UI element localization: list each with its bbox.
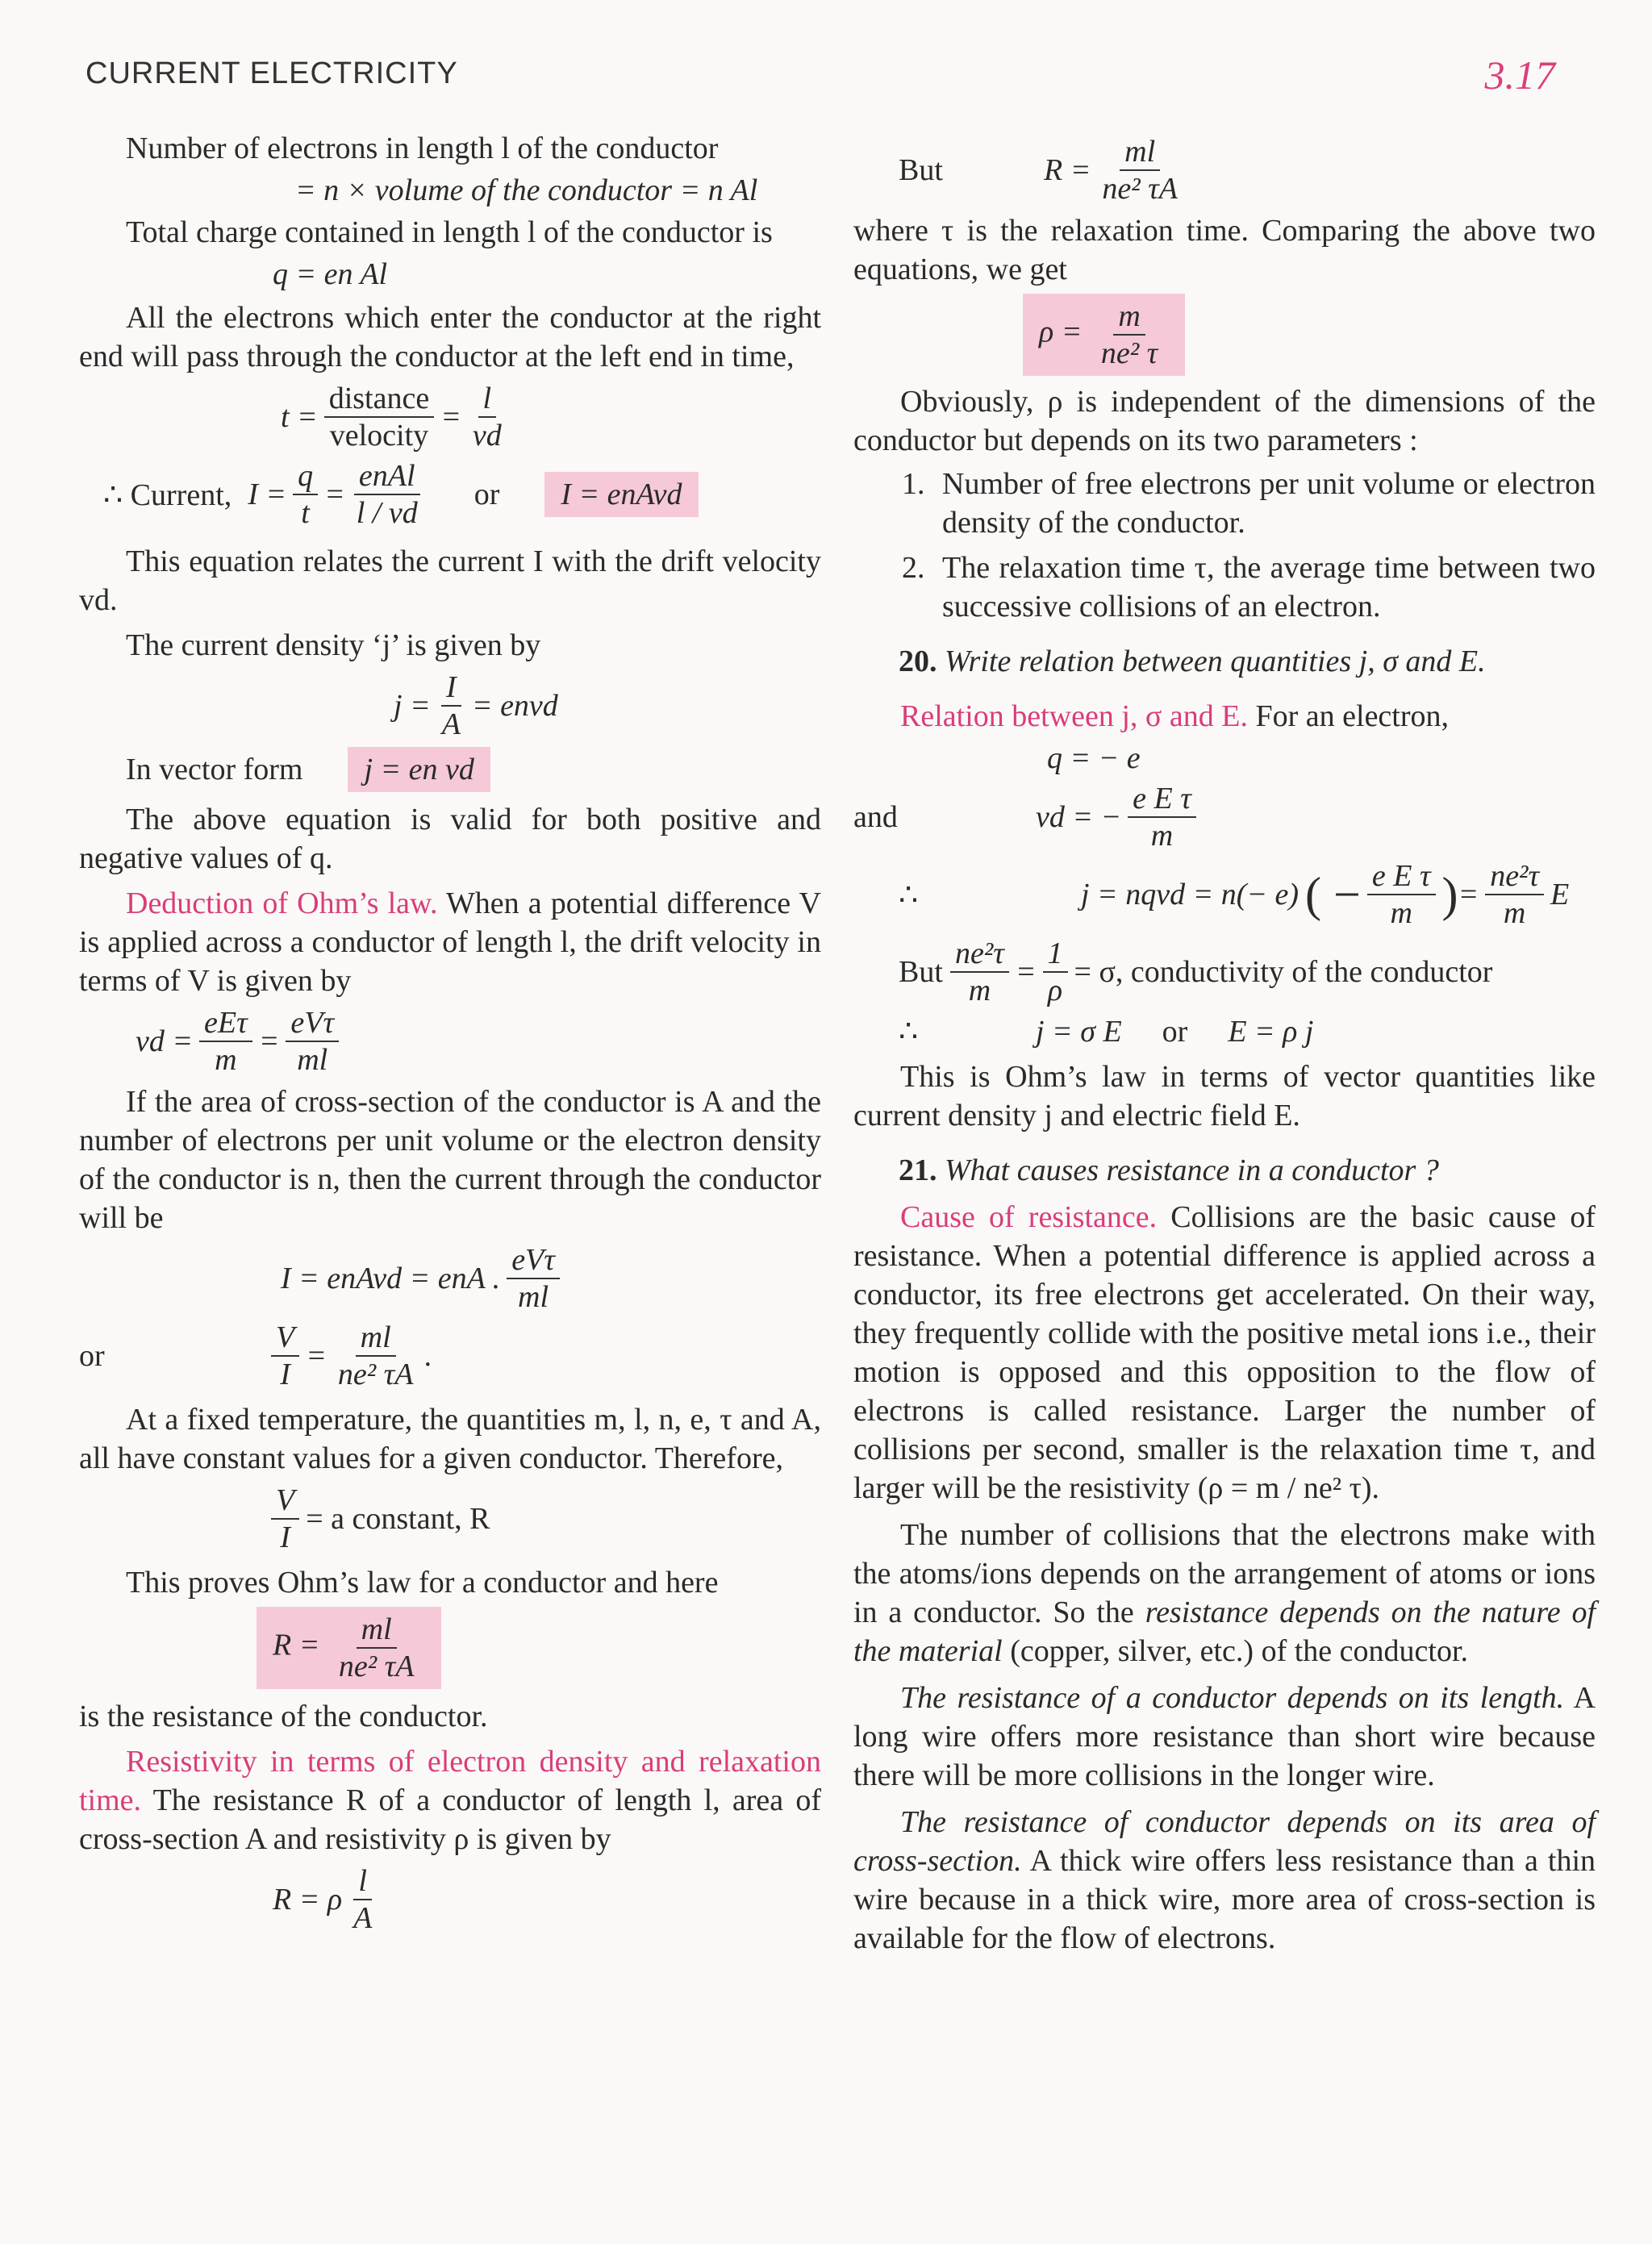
parameter-list [853, 465, 1596, 626]
question-20: 20. Write relation between quantities j, σ and E. [899, 644, 1486, 678]
paragraph: At a fixed temperature, the quantities m, l, n, e, τ and A, all have constant values for a given conductor. Therefore, [79, 1403, 821, 1475]
list-item: 1. Number of free electrons per unit volume or electron density of the conductor. [902, 467, 1596, 540]
paragraph: The above equation is valid for both positive and negative values of q. [79, 803, 821, 875]
paragraph: The number of collisions that the electrons make with the atoms/ions depends on the arrangement of atoms or ions in a conductor. So the resistance depends on the nature of the material (copper, silver, etc.) of the conductor. [853, 1518, 1596, 1668]
boxed-equation: j = en vd [348, 747, 490, 792]
section-title: CURRENT ELECTRICITY [86, 56, 458, 90]
list-item: 2. The relaxation time τ, the average time between two successive collisions of an electron. [902, 551, 1596, 624]
paragraph: Deduction of Ohm’s law. When a potential difference V is applied across a conductor of length l, the drift velocity in terms of V is given by [79, 886, 821, 998]
equation-vector-form: In vector form j = en vd [79, 747, 821, 792]
equation: But $\frac{\text{ne²τ}}{m}$ = $\frac{1}{\rho}$ = σ, conductivity of the conductor [899, 936, 1493, 1007]
equation: = n × volume of the conductor = n Al [295, 173, 758, 207]
right-column [853, 129, 1596, 1958]
equation: R = ρ $\frac{l}{A}$ [273, 1864, 373, 1935]
paragraph: If the area of cross-section of the conductor is A and the number of electrons per unit volume or the electron density of the conductor is n, then the current through the conductor will be [79, 1085, 821, 1235]
subheading: Cause of resistance. [900, 1200, 1158, 1234]
equation-resistivity [853, 294, 1596, 376]
boxed-equation: ρ = $\frac{m}{\text{ne² τ}}$ [1023, 294, 1185, 376]
page-number: 3.17 [1484, 52, 1555, 98]
paragraph: Total charge contained in length l of the conductor is [126, 215, 773, 249]
paragraph: Obviously, ρ is independent of the dimensions of the conductor but depends on its two parameters : [853, 385, 1596, 457]
equation-resistance [79, 1607, 821, 1689]
equation: and vd = − $\frac{\text{e E τ}}{m}$ [853, 781, 1596, 853]
paragraph: This equation relates the current I with the drift velocity vd. [79, 544, 821, 617]
page-header [86, 52, 1587, 105]
question-21: 21. What causes resistance in a conductor ? [899, 1153, 1439, 1187]
boxed-equation: R = $\frac{ml}{\text{ne² τA}}$ [257, 1607, 441, 1689]
paragraph: This proves Ohm’s law for a conductor and here [126, 1566, 719, 1600]
paragraph: Resistivity in terms of electron density and relaxation time. The resistance R of a conductor of length l, area of cross-section A and resistivity ρ is given by [79, 1745, 821, 1856]
paragraph: All the electrons which enter the conductor at the right end will pass through the conductor at the left end in time, [79, 301, 821, 373]
paragraph: Cause of resistance. Collisions are the basic cause of resistance. When a potential difference is applied across a conductor, its free electrons get accelerated. On their way, they frequently collide with the positive metal ions i.e., their motion is opposed and this opposition to the flow of electrons is called resistance. Larger the number of collisions per second, smaller is the relaxation time τ, and larger will be the resistivity (ρ = m / ne² τ). [853, 1200, 1596, 1505]
paragraph: is the resistance of the conductor. [79, 1700, 488, 1733]
paragraph: Number of electrons in length l of the conductor [126, 131, 719, 165]
equation-drift-velocity: vd = $\frac{\text{eEτ}}{m}$ = $\frac{\text{eVτ}}{ml}$ [79, 1005, 821, 1078]
equation: or $\frac{V}{I}$ = $\frac{ml}{\text{ne² τA}}$ . [79, 1320, 432, 1391]
equation-current-density: j = $\frac{I}{A}$ = envd [394, 670, 558, 741]
equation-ohms-law-vector: ∴ j = σ E or E = ρ j [899, 1014, 1314, 1049]
paragraph: This is Ohm’s law in terms of vector quantities like current density j and electric field E. [853, 1060, 1596, 1132]
equation: q = − e [1047, 741, 1141, 775]
left-column [79, 129, 821, 1941]
subheading: Deduction of Ohm’s law. [126, 886, 438, 920]
paragraph: where τ is the relaxation time. Comparing the above two equations, we get [853, 214, 1596, 286]
equation-current: ∴ Current, I = $\frac{q}{t}$ = $\frac{\text{enAl}}{l / vd}$ or I = enAvd [79, 458, 821, 531]
equation: But R = $\frac{ml}{\text{ne² τA}}$ [899, 135, 1178, 206]
boxed-equation: I = enAvd [544, 472, 698, 517]
paragraph: Relation between j, σ and E. For an electron, [900, 699, 1450, 733]
equation: ∴ j = nqvd = n(− e) ( − $\frac{\text{e E τ}}{m}$ ) = $\frac{\text{ne²τ}}{m}$ E [899, 859, 1570, 930]
subheading: Resistivity in terms of electron density and relaxation time. [79, 1745, 821, 1817]
paragraph: The current density ‘j’ is given by [126, 628, 541, 662]
paragraph: The resistance of a conductor depends on its length. A long wire offers more resistance than short wire because there will be more collisions in the longer wire. [853, 1681, 1596, 1792]
subheading: Relation between j, σ and E. [900, 699, 1248, 733]
paragraph: The resistance of conductor depends on its area of cross-section. A thick wire offers less resistance than a thin wire because in a thick wire, more area of cross-section is available for the flow of electrons. [853, 1805, 1596, 1955]
equation: $\frac{V}{I}$ = a constant, R [79, 1483, 821, 1555]
equation: I = enAvd = enA . $\frac{\text{eVτ}}{ml}$ [79, 1242, 821, 1315]
equation-time: t = $\frac{\text{distance}}{\text{velocity}}$ = $\frac{l}{vd}$ [281, 382, 502, 453]
equation: q = en Al [273, 257, 388, 291]
